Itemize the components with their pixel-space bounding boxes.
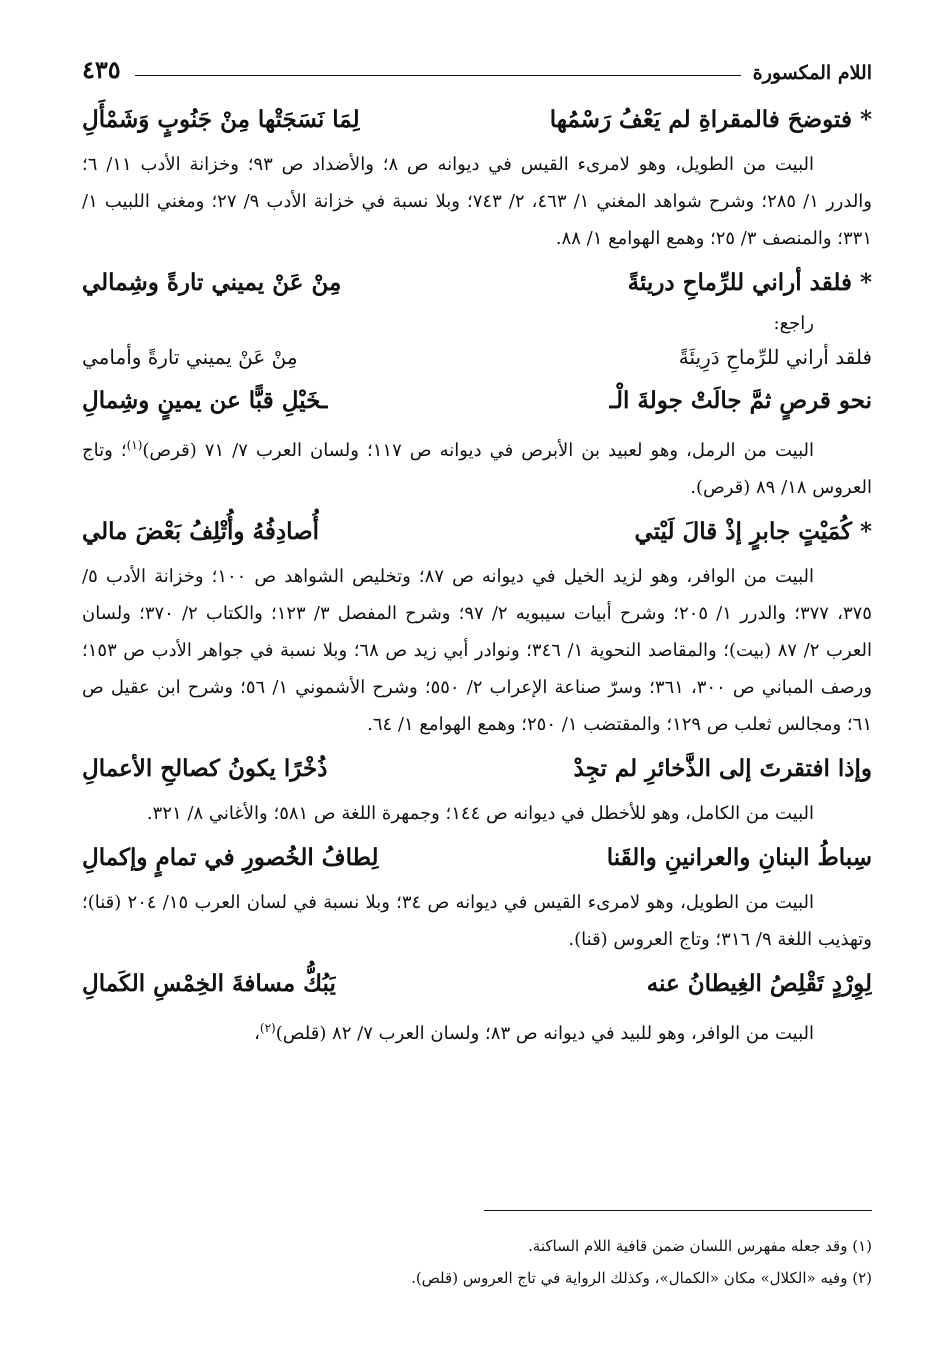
page: [82, 40, 873, 1287]
commentary: البيت من الطويل، وهو لامرىء القيس في ديوانه ص ٨؛ والأضداد ص ٩٣؛ وخزانة الأدب ١١/ ٦؛ والدرر ١/ ٢٨٥؛ وشرح شواهد المغني ١/ ٤٦٣، ٢/ ٧٤٣؛ وبلا نسبة في خزانة الأدب ٩/ ٢٧؛ ومغني اللبيب ١/ ٣٣١؛ والمنصف ٣/ ٢٥؛ وهمع الهوامع ١/ ٨٨.: [82, 154, 873, 249]
footnote-2: (٢) وفيه «الكلال» مكان «الكمال»، وكذلك الرواية في تاج العروس (قلص).: [411, 1269, 872, 1287]
commentary: [82, 427, 872, 506]
footnote-marker: (٢): [259, 1021, 276, 1035]
hemistich-first: سِباطُ البنانِ والعرانينِ والقَنا: [606, 844, 872, 871]
commentary-tail: ،: [254, 1023, 260, 1044]
verse-line: [82, 257, 872, 309]
hemistich-first: نحو قرصٍ ثمَّ جالَتْ جولةَ الْـ: [609, 387, 872, 414]
hemistich-first: لِوِرْدٍ تَقْلِصُ الغِيطانُ عنه: [646, 970, 872, 997]
footnotes: [82, 1230, 872, 1294]
verse-entry-7: [82, 958, 872, 1052]
hemistich-first: [628, 257, 872, 309]
hemistich-first: وإذا افتقرتَ إلى الذَّخائرِ لم تجِدْ: [573, 755, 872, 782]
verse-star-marker: *: [859, 269, 872, 296]
hemistich-first-text: فتوضحَ فالمقراةِ لم يَعْفُ رَسْمُها: [549, 106, 852, 133]
hemistich-second: ـخَيْلِ قبًّا عن يمينٍ وشِمالِ: [82, 387, 328, 414]
commentary-text: البيت من الرمل، وهو لعبيد بن الأبرص في ديوانه ص ١١٧؛ ولسان العرب ٧/ ٧١ (قرص): [142, 440, 815, 461]
hemistich-second: لِطافُ الخُصورِ في تمامٍ وإكمالِ: [82, 844, 379, 871]
commentary-tail: ؛ وتاج العروس ١٨/ ٨٩ (قرص).: [82, 440, 872, 498]
verse-line: [82, 958, 872, 1010]
hemistich-first-text: فلقد أراني للرِّماحِ دريئةً: [627, 269, 852, 296]
hemistich-second: ذُخْرًا يكونُ كصالحِ الأعمالِ: [82, 755, 328, 782]
hemistich-second: أُصادِفُهُ وأُتْلِفُ بَعْضَ مالي: [82, 518, 320, 545]
verse-entry-2: [82, 257, 872, 375]
verse-line: [82, 375, 872, 427]
entries: [82, 94, 872, 1052]
hemistich-second: لِمَا نَسَجَتْها مِنْ جَنُوبٍ وَشَمْأَلِ: [82, 106, 360, 133]
hemistich-second: مِنْ عَنْ يميني تارةً وشِمالي: [82, 269, 342, 296]
verse-line: [82, 743, 872, 795]
verse-star-marker: *: [859, 518, 872, 545]
verse-entry-5: [82, 743, 872, 832]
hemistich-first: [550, 94, 872, 146]
verse-entry-1: [82, 94, 872, 257]
commentary: [82, 1010, 872, 1052]
page-number: ٤٣٥: [82, 55, 121, 84]
hemistich-first-text: كُمَيْتٍ جابرٍ إذْ قالَ لَيْتي: [634, 518, 852, 545]
verse-entry-3: [82, 375, 872, 506]
commentary: البيت من الكامل، وهو للأخطل في ديوانه ص ١٤٤؛ وجمهرة اللغة ص ٥٨١؛ والأغاني ٨/ ٣٢١.: [146, 803, 814, 824]
running-head: [82, 40, 872, 84]
verse-entry-4: [82, 506, 872, 743]
reference-hemistich-first: فلقد أراني للرِّماحِ دَرِيئَةً: [678, 345, 872, 369]
footnote-separator: [484, 1210, 872, 1211]
hemistich-second: يَبُكُّ مسافةَ الخِمْسِ الكَمالِ: [82, 970, 336, 997]
cross-reference-label: راجع:: [773, 313, 814, 334]
commentary-text: البيت من الوافر، وهو للبيد في ديوانه ص ٨٣؛ ولسان العرب ٧/ ٨٢ (قلص): [275, 1023, 814, 1044]
verse-entry-6: [82, 832, 872, 958]
header-rule: [135, 75, 741, 76]
commentary: البيت من الطويل، وهو لامرىء القيس في ديوانه ص ٣٤؛ وبلا نسبة في لسان العرب ١٥/ ٢٠٤ (قنا)؛ وتهذيب اللغة ٩/ ٣١٦؛ وتاج العروس (قنا).: [82, 892, 872, 950]
running-title: اللام المكسورة: [752, 62, 872, 84]
verse-line: [82, 506, 872, 558]
verse-line: [82, 94, 872, 146]
footnote-1: (١) وقد جعله مفهرس اللسان ضمن قافية اللام الساكنة.: [528, 1237, 872, 1255]
verse-star-marker: *: [859, 106, 872, 133]
reference-hemistich-second: مِنْ عَنْ يميني تارةً وأمامي: [82, 345, 298, 369]
hemistich-first: [634, 506, 872, 558]
verse-line: [82, 832, 872, 884]
reference-verse-line: [82, 339, 872, 375]
commentary: البيت من الوافر، وهو لزيد الخيل في ديوانه ص ٨٧؛ وتخليص الشواهد ص ١٠٠؛ وخزانة الأدب ٥/ ٣٧٥، ٣٧٧؛ والدرر ١/ ٢٠٥؛ وشرح أبيات سيبويه ٢/ ٩٧؛ وشرح المفصل ٣/ ١٢٣؛ والكتاب ٢/ ٣٧٠؛ ولسان العرب ٢/ ٨٧ (بيت)؛ والمقاصد النحوية ١/ ٣٤٦؛ ونوادر أبي زيد ص ٦٨؛ وبلا نسبة في جواهر الأدب ص ١٥٣؛ ورصف المباني ص ٣٠٠، ٣٦١؛ وسرّ صناعة الإعراب ٢/ ٥٥٠؛ وشرح الأشموني ١/ ٥٦؛ وشرح ابن عقيل ص ٦١؛ ومجالس ثعلب ص ١٢٩؛ والمقتضب ١/ ٢٥٠؛ وهمع الهوامع ١/ ٦٤.: [82, 566, 873, 735]
footnote-marker: (١): [126, 438, 143, 452]
